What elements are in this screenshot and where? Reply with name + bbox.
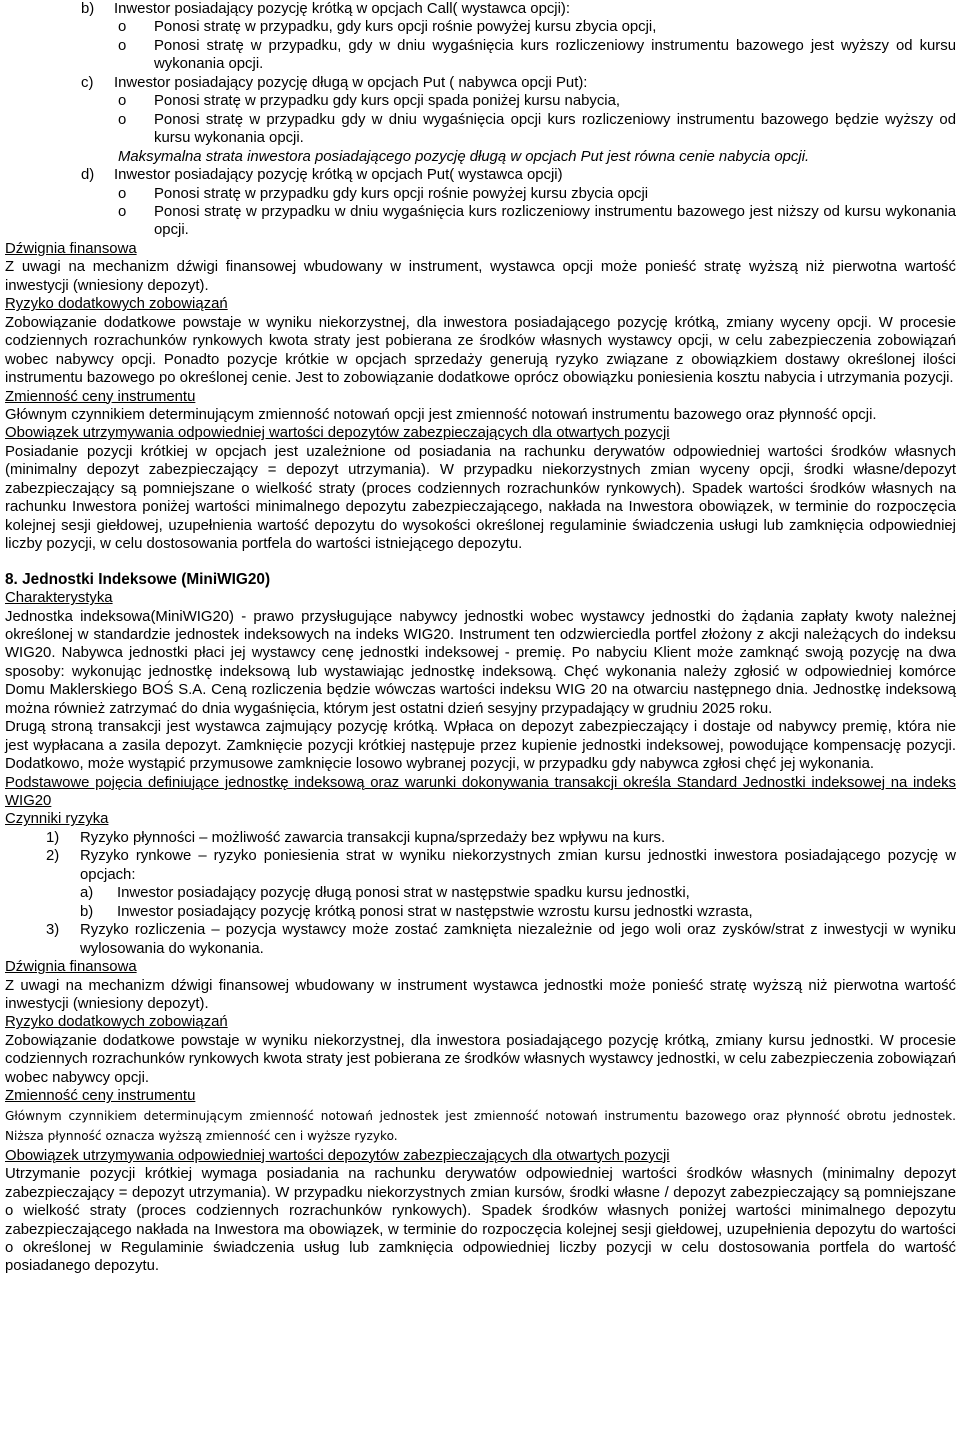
bullet-text: Ponosi stratę w przypadku, gdy w dniu wygaśnięcia kurs rozliczeniowy instrumentu bazowego jest wyższy od kursu wykonania opcji. [154,37,956,73]
paragraph-leverage-units: Z uwagi na mechanizm dźwigi finansowej wbudowany w instrument wystawca jednostki może ponieść stratę wyższą niż pierwotna wartość inwestycji (wniesiony depozyt). [5,977,956,1013]
list-label: b) [80,903,94,920]
section-heading-price-volatility: Zmienność ceny instrumentu [5,388,196,405]
list-label: d) [81,167,95,184]
paragraph-additional-liabilities: Zobowiązanie dodatkowe powstaje w wyniku niekorzystnej, dla inwestora posiadającego pozycję krótką, zmiany wyceny opcji. W procesie codziennych rozrachunków rynkowych kwota straty jest pobierana ze środków własnych wystawcy opcji, w celu zabezpieczenia zobowiązań wobec nabywcy opcji. Ponadto pozycje krótkie w opcjach sprzedaży generują ryzyko związane z obowiązkiem dostawy określonej ilości instrumentu bazowego po określonej cenie. Jest to zobowiązanie dodatkowe oprócz obowiązku poniesienia kosztu nabycia i utrzymania pozycji. [5,314,956,387]
section-heading-additional-liabilities: Ryzyko dodatkowych zobowiązań [5,296,228,313]
list-label: b) [81,1,95,17]
list-label: c) [81,74,94,91]
paragraph-margin-obligation-units: Utrzymanie pozycji krótkiej wymaga posiadania na rachunku derywatów odpowiedniej wartości środków własnych (minimalny depozyt zabezpieczający = depozyt utrzymania). W przypadku niekorzystnych zmian kursów, środki własne / depozyt zabezpieczający są pomniejszane o wielkość straty (proces codziennych rozrachunków rynkowych). Spadek środków własnych poniżej wartości minimalnego depozytu zabezpieczającego nakłada na Inwestora ma obowiązek, w terminie do rozpoczęcia kolejnej sesji giełdowej, uzupełnienia depozytu do wartości o określonej w Regulaminie świadczenia usług lub zamknięcia odpowiedniej liczby pozycji w celu dostosowania portfela do wartość posiadanego depozytu. [5,1166,956,1275]
bullet-item [5,185,956,203]
list-label: 3) [46,922,60,939]
section-heading-leverage: Dźwignia finansowa [5,240,137,257]
list-item-c [5,74,956,92]
list-item-d [5,166,956,184]
paragraph-additional-liabilities-units: Zobowiązanie dodatkowe powstaje w wyniku niekorzystnej, dla inwestora posiadającego pozycję krótką, zmiany kursu jednostki. W procesie codziennych rozrachunków rynkowych kwota straty jest pobierana ze środków własnych wystawcy jednostki, w celu zabezpieczenia zobowiązań wobec nabywcy opcji. [5,1032,956,1086]
section-heading-leverage-units: Dźwignia finansowa [5,959,137,976]
bullet-marker: o [118,203,127,220]
bullet-item [5,111,956,148]
list-text: Inwestor posiadający pozycję krótką ponosi strat w następstwie wzrostu kursu jednostki wzrasta, [117,903,753,920]
bullet-text: Ponosi stratę w przypadku w dniu wygaśnięcia kurs rozliczeniowy instrumentu bazowego jest niższy od kursu wykonania opcji. [154,203,956,239]
bullet-text: Ponosi stratę w przypadku gdy w dniu wygaśnięcia opcji kurs rozliczeniowy instrumentu bazowego będzie wyższy od kursu wykonania opcji. [154,111,956,147]
list-label: 1) [46,829,60,846]
list-text: Inwestor posiadający pozycję krótką w opcjach Put( wystawca opcji) [114,167,563,184]
list-text: Inwestor posiadający pozycję krótką w opcjach Call( wystawca opcji): [114,1,571,17]
bullet-item [5,92,956,110]
section-heading-additional-liabilities-units: Ryzyko dodatkowych zobowiązań [5,1014,228,1031]
risk-item [5,921,956,958]
spacer [5,554,956,571]
paragraph-margin-obligation: Posiadanie pozycji krótkiej w opcjach jest uzależnione od posiadania na rachunku derywatów odpowiedniej wartości środków własnych (minimalny depozyt zabezpieczający = depozyt utrzymania). W przypadku niekorzystnych zmian wyceny opcji, środki własne/depozyt zabezpieczający są pomniejszane o wielkość straty (proces codziennych rozrachunków rynkowych). Spadek wartości środków własnych na rachunku Inwestora poniżej wartości minimalnego depozytu zabezpieczającego, nakłada na Inwestora obowiązek, w terminie do rozpoczęcia kolejnej sesji giełdowej, uzupełnienia wartość depozytu do wysokości określonej regulaminie świadczenia usługi lub zamknięcia odpowiedniej liczby pozycji, w celu dostosowania portfela do wartości istniejącego depozytu. [5,443,956,553]
section-heading-price-volatility-units: Zmienność ceny instrumentu [5,1088,196,1105]
bullet-marker: o [118,185,127,202]
section-heading-characteristics: Charakterystyka [5,590,113,607]
risk-subitem [5,884,956,902]
section-heading-standard: Podstawowe pojęcia definiujące jednostkę indeksową oraz warunki dokonywania transakcji określa Standard Jednostki indeksowej na indeks WIG20 [5,774,956,810]
bullet-text: Ponosi stratę w przypadku gdy kurs opcji spada poniżej kursu nabycia, [154,93,620,110]
section-title: 8. Jednostki Indeksowe (MiniWIG20) [5,570,271,588]
list-label: 2) [46,848,60,865]
paragraph-characteristics-2: Drugą stroną transakcji jest wystawca zajmujący pozycję krótką. Wpłaca on depozyt zabezpieczający i dostaje od nabywcy premię, która nie jest wypłacana a zasila depozyt. Zamknięcie pozycji krótkiej następuje przez kupienie jednostki indeksowej, powodujące kompensację pozycji. Dodatkowo, może wystąpić przymusowe zamknięcie losowo wybranej pozycji, w przypadku gdy nabywca zgłosi chęć jej wykonania. [5,719,956,773]
bullet-text: Ponosi stratę w przypadku, gdy kurs opcji rośnie powyżej kursu zbycia opcji, [154,19,657,36]
paragraph-price-volatility: Głównym czynnikiem determinującym zmienność notowań opcji jest zmienność notowań instrumentu bazowego oraz płynność opcji. [5,406,877,423]
bullet-item [5,203,956,240]
list-item-b [5,0,956,18]
list-text: Ryzyko płynności – możliwość zawarcia transakcji kupna/sprzedaży bez wpływu na kurs. [80,829,666,846]
risk-item [5,829,956,847]
section-heading-margin-obligation: Obowiązek utrzymywania odpowiedniej wartości depozytów zabezpieczających dla otwartych pozycji [5,425,670,442]
list-text: Inwestor posiadający pozycję długą w opcjach Put ( nabywca opcji Put): [114,74,588,91]
max-loss-note: Maksymalna strata inwestora posiadającego pozycję długą w opcjach Put jest równa cenie nabycia opcji. [118,148,810,165]
bullet-marker: o [118,93,127,110]
list-text: Inwestor posiadający pozycję długą ponosi strat w następstwie spadku kursu jednostki, [117,885,690,902]
bullet-marker: o [118,111,127,128]
list-text: Ryzyko rozliczenia – pozycja wystawcy może zostać zamknięta niezależnie od jego woli oraz zysków/strat z inwestycji w wyniku wylosowania do wykonania. [80,922,956,957]
risk-subitem [5,903,956,921]
bullet-marker: o [118,19,127,36]
bullet-item [5,18,956,36]
section-heading-risk-factors: Czynniki ryzyka [5,811,109,828]
section-heading-margin-obligation-units: Obowiązek utrzymywania odpowiedniej wartości depozytów zabezpieczających dla otwartych pozycji [5,1147,670,1164]
list-label: a) [80,885,94,902]
bullet-text: Ponosi stratę w przypadku gdy kurs opcji rośnie powyżej kursu zbycia opcji [154,185,649,202]
bullet-item [5,37,956,74]
paragraph-leverage: Z uwagi na mechanizm dźwigi finansowej wbudowany w instrument, wystawca opcji może ponieść stratę wyższą niż pierwotna wartość inwestycji (wniesiony depozyt). [5,259,956,294]
paragraph-characteristics-1: Jednostka indeksowa(MiniWIG20) - prawo przysługujące nabywcy jednostki wobec wystawcy jednostki do żądania zapłaty kwoty należnej określonej w standardzie jednostek indeksowych na indeks WIG20. Instrument ten odzwierciedla portfel złożony z akcji należących do indeksu WIG20. Nabywca jednostki płaci jej wystawcy cenę jednostki indeksowej - premię. Po nabyciu Klient może zamknąć swoją pozycję na dwa sposoby: wykonując jednostkę indeksową lub wystawiając jednostkę indeksową. Chęć wykonania należy zgłosić w odpowiedniej komórce Domu Maklerskiego BOŚ S.A. Ceną rozliczenia będzie wówczas wartości indeksu WIG 20 na otwarciu następnego dnia. Jednostkę indeksową można również zatrzymać do dnia wygaśnięcia, którym jest ostatni dzień sesyjny przypadający w grudniu 2025 roku. [5,608,956,717]
bullet-marker: o [118,37,127,54]
risk-item [5,847,956,884]
paragraph-price-volatility-units: Głównym czynnikiem determinującym zmienność notowań jednostek jest zmienność notowań instrumentu bazowego oraz płynność obrotu jednostek. Niższa płynność oznacza wyższą zmienność cen i wyższe ryzyko. [5,1108,956,1144]
list-text: Ryzyko rynkowe – ryzyko poniesienia strat w wyniku niekorzystnych zmian kursu jednostki inwestora posiadającego pozycję w opcjach: [80,848,956,883]
